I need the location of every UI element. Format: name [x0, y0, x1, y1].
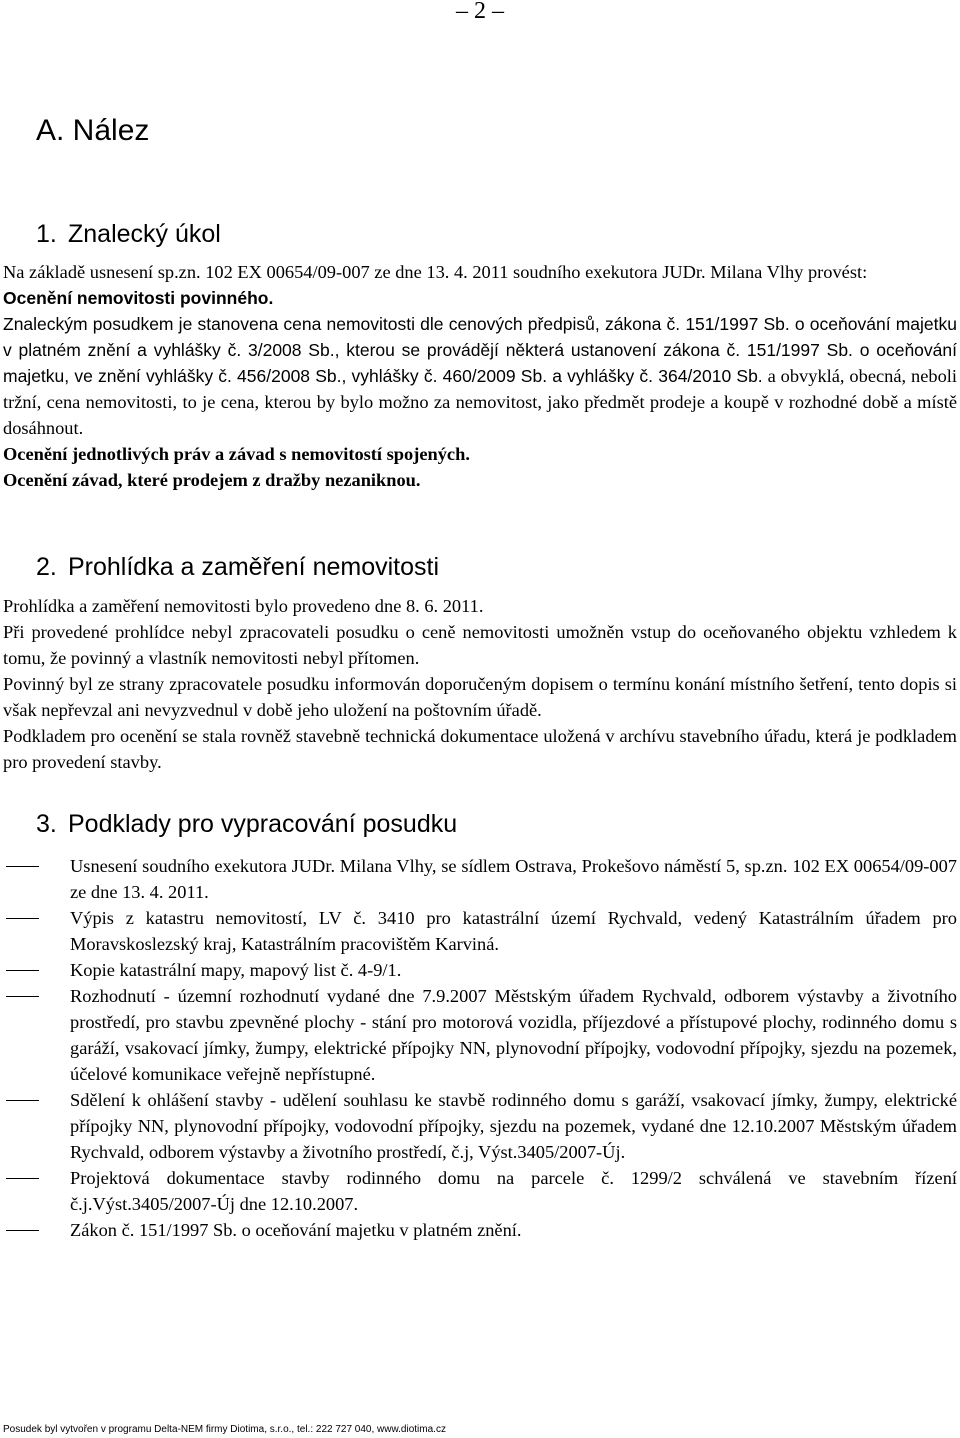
task-intro: Na základě usnesení sp.zn. 102 EX 00654/09-007 ze dne 13. 4. 2011 soudního exekutora JUDr. Milana Vlhy provést: [3, 262, 868, 282]
task-description [3, 311, 957, 441]
list-item: Usnesení soudního exekutora JUDr. Milana Vlhy, se sídlem Ostrava, Prokešovo náměstí 5, sp.zn. 102 EX 00654/09-007 ze dne 13. 4. 2011. [3, 853, 957, 905]
section-1-heading [36, 220, 221, 249]
list-item: Projektová dokumentace stavby rodinného domu na parcele č. 1299/2 schválená ve stavebním řízení č.j.Výst.3405/2007-Új dne 12.10.2007. [3, 1165, 957, 1217]
section-2-title: Prohlídka a zaměření nemovitosti [68, 553, 440, 581]
task-item-1: Ocenění nemovitosti povinného. [3, 288, 274, 308]
task-item-3: Ocenění závad, které prodejem z dražby nezaniknou. [3, 470, 421, 490]
section-1-title: Znalecký úkol [68, 220, 221, 248]
main-heading: A. Nález [36, 114, 150, 147]
list-item: Zákon č. 151/1997 Sb. o oceňování majetku v platném znění. [3, 1217, 957, 1243]
list-item: Sdělení k ohlášení stavby - udělení souhlasu ke stavbě rodinného domu s garáží, vsakovací jímky, žumpy, elektrické přípojky NN, plynovodní přípojky, vodovodní přípojky, sjezdu na pozemek, vydané dne 12.10.2007 Městským úřadem Rychvald, odborem výstavby a životního prostředí, č.j, Výst.3405/2007-Új. [3, 1087, 957, 1165]
task-item-2: Ocenění jednotlivých práv a závad s nemovitostí spojených. [3, 444, 470, 464]
inspection-access: Při provedené prohlídce nebyl zpracovateli posudku o ceně nemovitosti umožněn vstup do oceňovaného objektu vzhledem k tomu, že povinný a vlastník nemovitosti nebyl přítomen. [3, 622, 957, 668]
page-number: – 2 – [456, 0, 504, 24]
task-description-legal: Znaleckým posudkem je stanovena cena nemovitosti dle cenových předpisů, zákona č. 151/1997 Sb. o oceňování majetku v platném znění a vyhlášky č. 3/2008 Sb., kterou se provádějí některá ustanovení zákona č. 151/1997 Sb. o oceňování majetku, ve znění vyhlášky č. 456/2008 Sb., vyhlášky č. 460/2009 Sb. a vyhlášky č. 364/2010 Sb. [3, 314, 957, 386]
task-description-market: a obvyklá, obecná, neboli tržní, cena nemovitosti, to je cena, kterou by bylo možno za nemovitost, jako předmět prodeje a koupě v rozhodné době a místě dosáhnout. [3, 366, 957, 438]
list-item: Rozhodnutí - územní rozhodnutí vydané dne 7.9.2007 Městským úřadem Rychvald, odborem výstavby a životního prostředí, pro stavbu zpevněné plochy - stání pro motorová vozidla, příjezdové a přístupové plochy, rodinného domu s garáží, vsakovací jímky, žumpy, elektrické přípojky NN, plynovodní přípojky, vodovodní přípojky, sjezdu na pozemek, účelové komunikace veřejně nepřístupné. [3, 983, 957, 1087]
section-2-body [3, 593, 957, 775]
page-footer: Posudek byl vytvořen v programu Delta-NEM firmy Diotima, s.r.o., tel.: 222 727 040, www.diotima.cz [3, 1424, 446, 1435]
inspection-notice: Povinný byl ze strany zpracovatele posudku informován doporučeným dopisem o termínu konání místního šetření, tento dopis si však nepřevzal ani nevyzvednul v době jeho uložení na poštovním úřadě. [3, 674, 957, 720]
inspection-date: Prohlídka a zaměření nemovitosti bylo provedeno dne 8. 6. 2011. [3, 596, 484, 616]
section-2-number: 2. [36, 553, 57, 581]
list-item: Výpis z katastru nemovitostí, LV č. 3410 pro katastrální území Rychvald, vedený Katastrálním úřadem pro Moravskoslezský kraj, Katastrálním pracovištěm Karviná. [3, 905, 957, 957]
inspection-documentation: Podkladem pro ocenění se stala rovněž stavebně technická dokumentace uložená v archívu stavebního úřadu, která je podkladem pro provedení stavby. [3, 726, 957, 772]
source-documents-list [3, 853, 957, 1243]
section-2-heading [36, 553, 439, 582]
section-3-title: Podklady pro vypracování posudku [68, 810, 458, 838]
section-3-number: 3. [36, 810, 57, 838]
section-3-heading [36, 810, 457, 839]
section-1-number: 1. [36, 220, 57, 248]
section-1-body [3, 259, 957, 493]
section-3-body [3, 853, 957, 1243]
list-item: Kopie katastrální mapy, mapový list č. 4-9/1. [3, 957, 957, 983]
